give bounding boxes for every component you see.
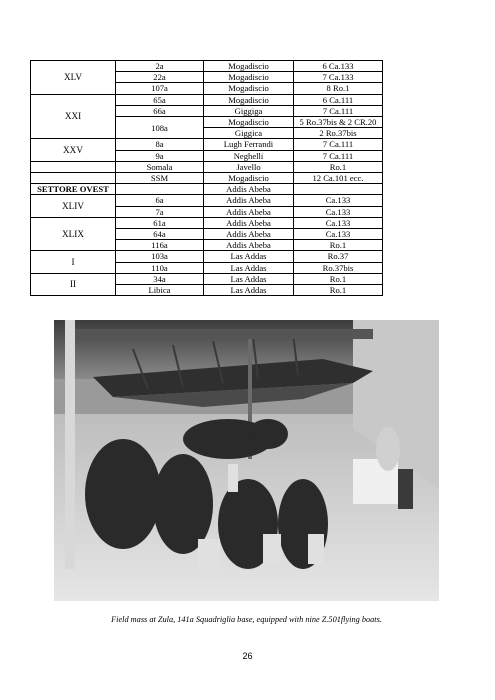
squadriglia-cell: 108a — [116, 117, 204, 139]
aircraft-cell: Ro.1 — [294, 285, 383, 296]
units-table-body — [31, 61, 383, 296]
squadriglia-cell — [116, 184, 204, 195]
table-row — [31, 217, 383, 228]
squadriglia-cell: 8a — [116, 139, 204, 150]
aircraft-cell: 7 Ca.111 — [294, 139, 383, 150]
aircraft-cell: 12 Ca.101 ecc. — [294, 173, 383, 184]
squadriglia-cell: 7a — [116, 206, 204, 217]
base-cell: Lugh Ferrandi — [204, 139, 294, 150]
group-cell: I — [31, 251, 116, 273]
aircraft-cell: Ro.1 — [294, 273, 383, 284]
aircraft-cell: 8 Ro.1 — [294, 83, 383, 94]
page-number: 26 — [242, 651, 253, 661]
group-cell: II — [31, 273, 116, 295]
aircraft-cell: 6 Ca.111 — [294, 94, 383, 105]
table-row — [31, 139, 383, 150]
base-cell: Addis Abeba — [204, 184, 294, 195]
base-cell: Mogadiscio — [204, 83, 294, 94]
photo-caption: Field mass at Zula, 141a Squadriglia base, equipped with nine Z.501flying boats. — [111, 615, 382, 624]
base-cell: Mogadiscio — [204, 61, 294, 72]
squadriglia-cell: 9a — [116, 150, 204, 161]
squadriglia-cell: 34a — [116, 273, 204, 284]
group-cell: XLIV — [31, 195, 116, 217]
base-cell: Giggiga — [204, 105, 294, 116]
squadriglia-cell: 64a — [116, 229, 204, 240]
aircraft-cell: Ca.133 — [294, 195, 383, 206]
table-row — [31, 184, 383, 195]
aircraft-cell: Ro.37bis — [294, 262, 383, 273]
table-row — [31, 195, 383, 206]
aircraft-cell: Ca.133 — [294, 217, 383, 228]
squadriglia-cell: Libica — [116, 285, 204, 296]
base-cell: Neghelli — [204, 150, 294, 161]
base-cell: Las Addas — [204, 262, 294, 273]
squadriglia-cell: 2a — [116, 61, 204, 72]
squadriglia-cell: 103a — [116, 251, 204, 262]
table-row — [31, 273, 383, 284]
table-row — [31, 61, 383, 72]
base-cell: Las Addas — [204, 273, 294, 284]
base-cell: Mogadiscio — [204, 94, 294, 105]
group-cell — [31, 173, 116, 184]
group-cell: XXV — [31, 139, 116, 161]
squadriglia-cell: 107a — [116, 83, 204, 94]
aircraft-cell: 7 Ca.111 — [294, 105, 383, 116]
group-cell: XLV — [31, 61, 116, 95]
aircraft-cell: Ro.1 — [294, 161, 383, 172]
units-table — [30, 60, 383, 296]
aircraft-cell — [294, 184, 383, 195]
squadriglia-cell: SSM — [116, 173, 204, 184]
aircraft-cell: 2 Ro.37bis — [294, 128, 383, 139]
squadriglia-cell: 61a — [116, 217, 204, 228]
squadriglia-cell: Somala — [116, 161, 204, 172]
base-cell: Mogadiscio — [204, 173, 294, 184]
base-cell: Mogadiscio — [204, 72, 294, 83]
base-cell: Addis Abeba — [204, 195, 294, 206]
base-cell: Las Addas — [204, 285, 294, 296]
aircraft-cell: 5 Ro.37bis & 2 CR.20 — [294, 117, 383, 128]
base-cell: Addis Abeba — [204, 206, 294, 217]
squadriglia-cell: 110a — [116, 262, 204, 273]
aircraft-cell: 7 Ca.111 — [294, 150, 383, 161]
group-cell — [31, 161, 116, 172]
table-row — [31, 173, 383, 184]
base-cell: Addis Abeba — [204, 240, 294, 251]
squadriglia-cell: 22a — [116, 72, 204, 83]
table-row — [31, 251, 383, 262]
base-cell: Mogadiscio — [204, 117, 294, 128]
aircraft-cell: Ro.37 — [294, 251, 383, 262]
aircraft-cell: Ro.1 — [294, 240, 383, 251]
squadriglia-cell: 116a — [116, 240, 204, 251]
field-mass-photo — [53, 319, 440, 602]
table-row — [31, 94, 383, 105]
base-cell: Las Addas — [204, 251, 294, 262]
aircraft-cell: Ca.133 — [294, 229, 383, 240]
group-cell: XXI — [31, 94, 116, 139]
group-cell: XLIX — [31, 217, 116, 251]
base-cell: Addis Abeba — [204, 229, 294, 240]
aircraft-cell: 7 Ca.133 — [294, 72, 383, 83]
aircraft-cell: 6 Ca.133 — [294, 61, 383, 72]
base-cell: Addis Abeba — [204, 217, 294, 228]
sector-heading: SETTORE OVEST — [31, 184, 116, 195]
table-row — [31, 161, 383, 172]
aircraft-cell: Ca.133 — [294, 206, 383, 217]
squadriglia-cell: 65a — [116, 94, 204, 105]
squadriglia-cell: 6a — [116, 195, 204, 206]
base-cell: Javello — [204, 161, 294, 172]
squadriglia-cell: 66a — [116, 105, 204, 116]
base-cell: Giggica — [204, 128, 294, 139]
